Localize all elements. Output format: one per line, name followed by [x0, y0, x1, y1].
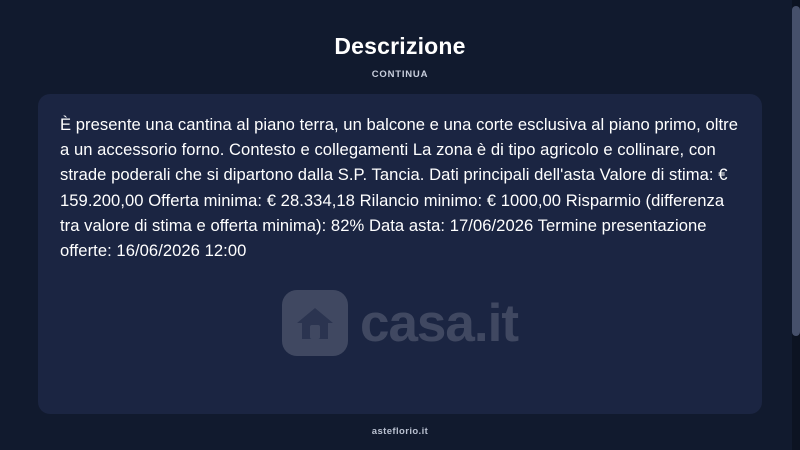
- scrollbar-thumb[interactable]: [792, 6, 800, 336]
- page-title: Descrizione: [334, 33, 466, 59]
- footer-source: asteflorio.it: [371, 426, 429, 437]
- house-icon: [282, 290, 348, 356]
- scrollbar-track[interactable]: [792, 0, 800, 450]
- continue-label[interactable]: CONTINUA: [371, 69, 429, 80]
- description-text: È presente una cantina al piano terra, un balcone e una corte esclusiva al piano primo, oltre a un accessorio forno. Contesto e collegamenti La zona è di tipo agricolo e collinare, con strade poderali che si dipartono dalla S.P. Tancia. Dati principali dell'asta Valore di stima: € 159.200,00 Offerta minima: € 28.334,18 Rilancio minimo: € 1000,00 Risparmio (differenza tra valore di stima e offerta minima): 82% Data asta: 17/06/2026 Termine presentazione offerte: 16/06/2026 12:00: [60, 115, 739, 261]
- description-card: [38, 94, 762, 414]
- watermark-brand: casa.it: [359, 293, 518, 353]
- watermark: [38, 290, 762, 356]
